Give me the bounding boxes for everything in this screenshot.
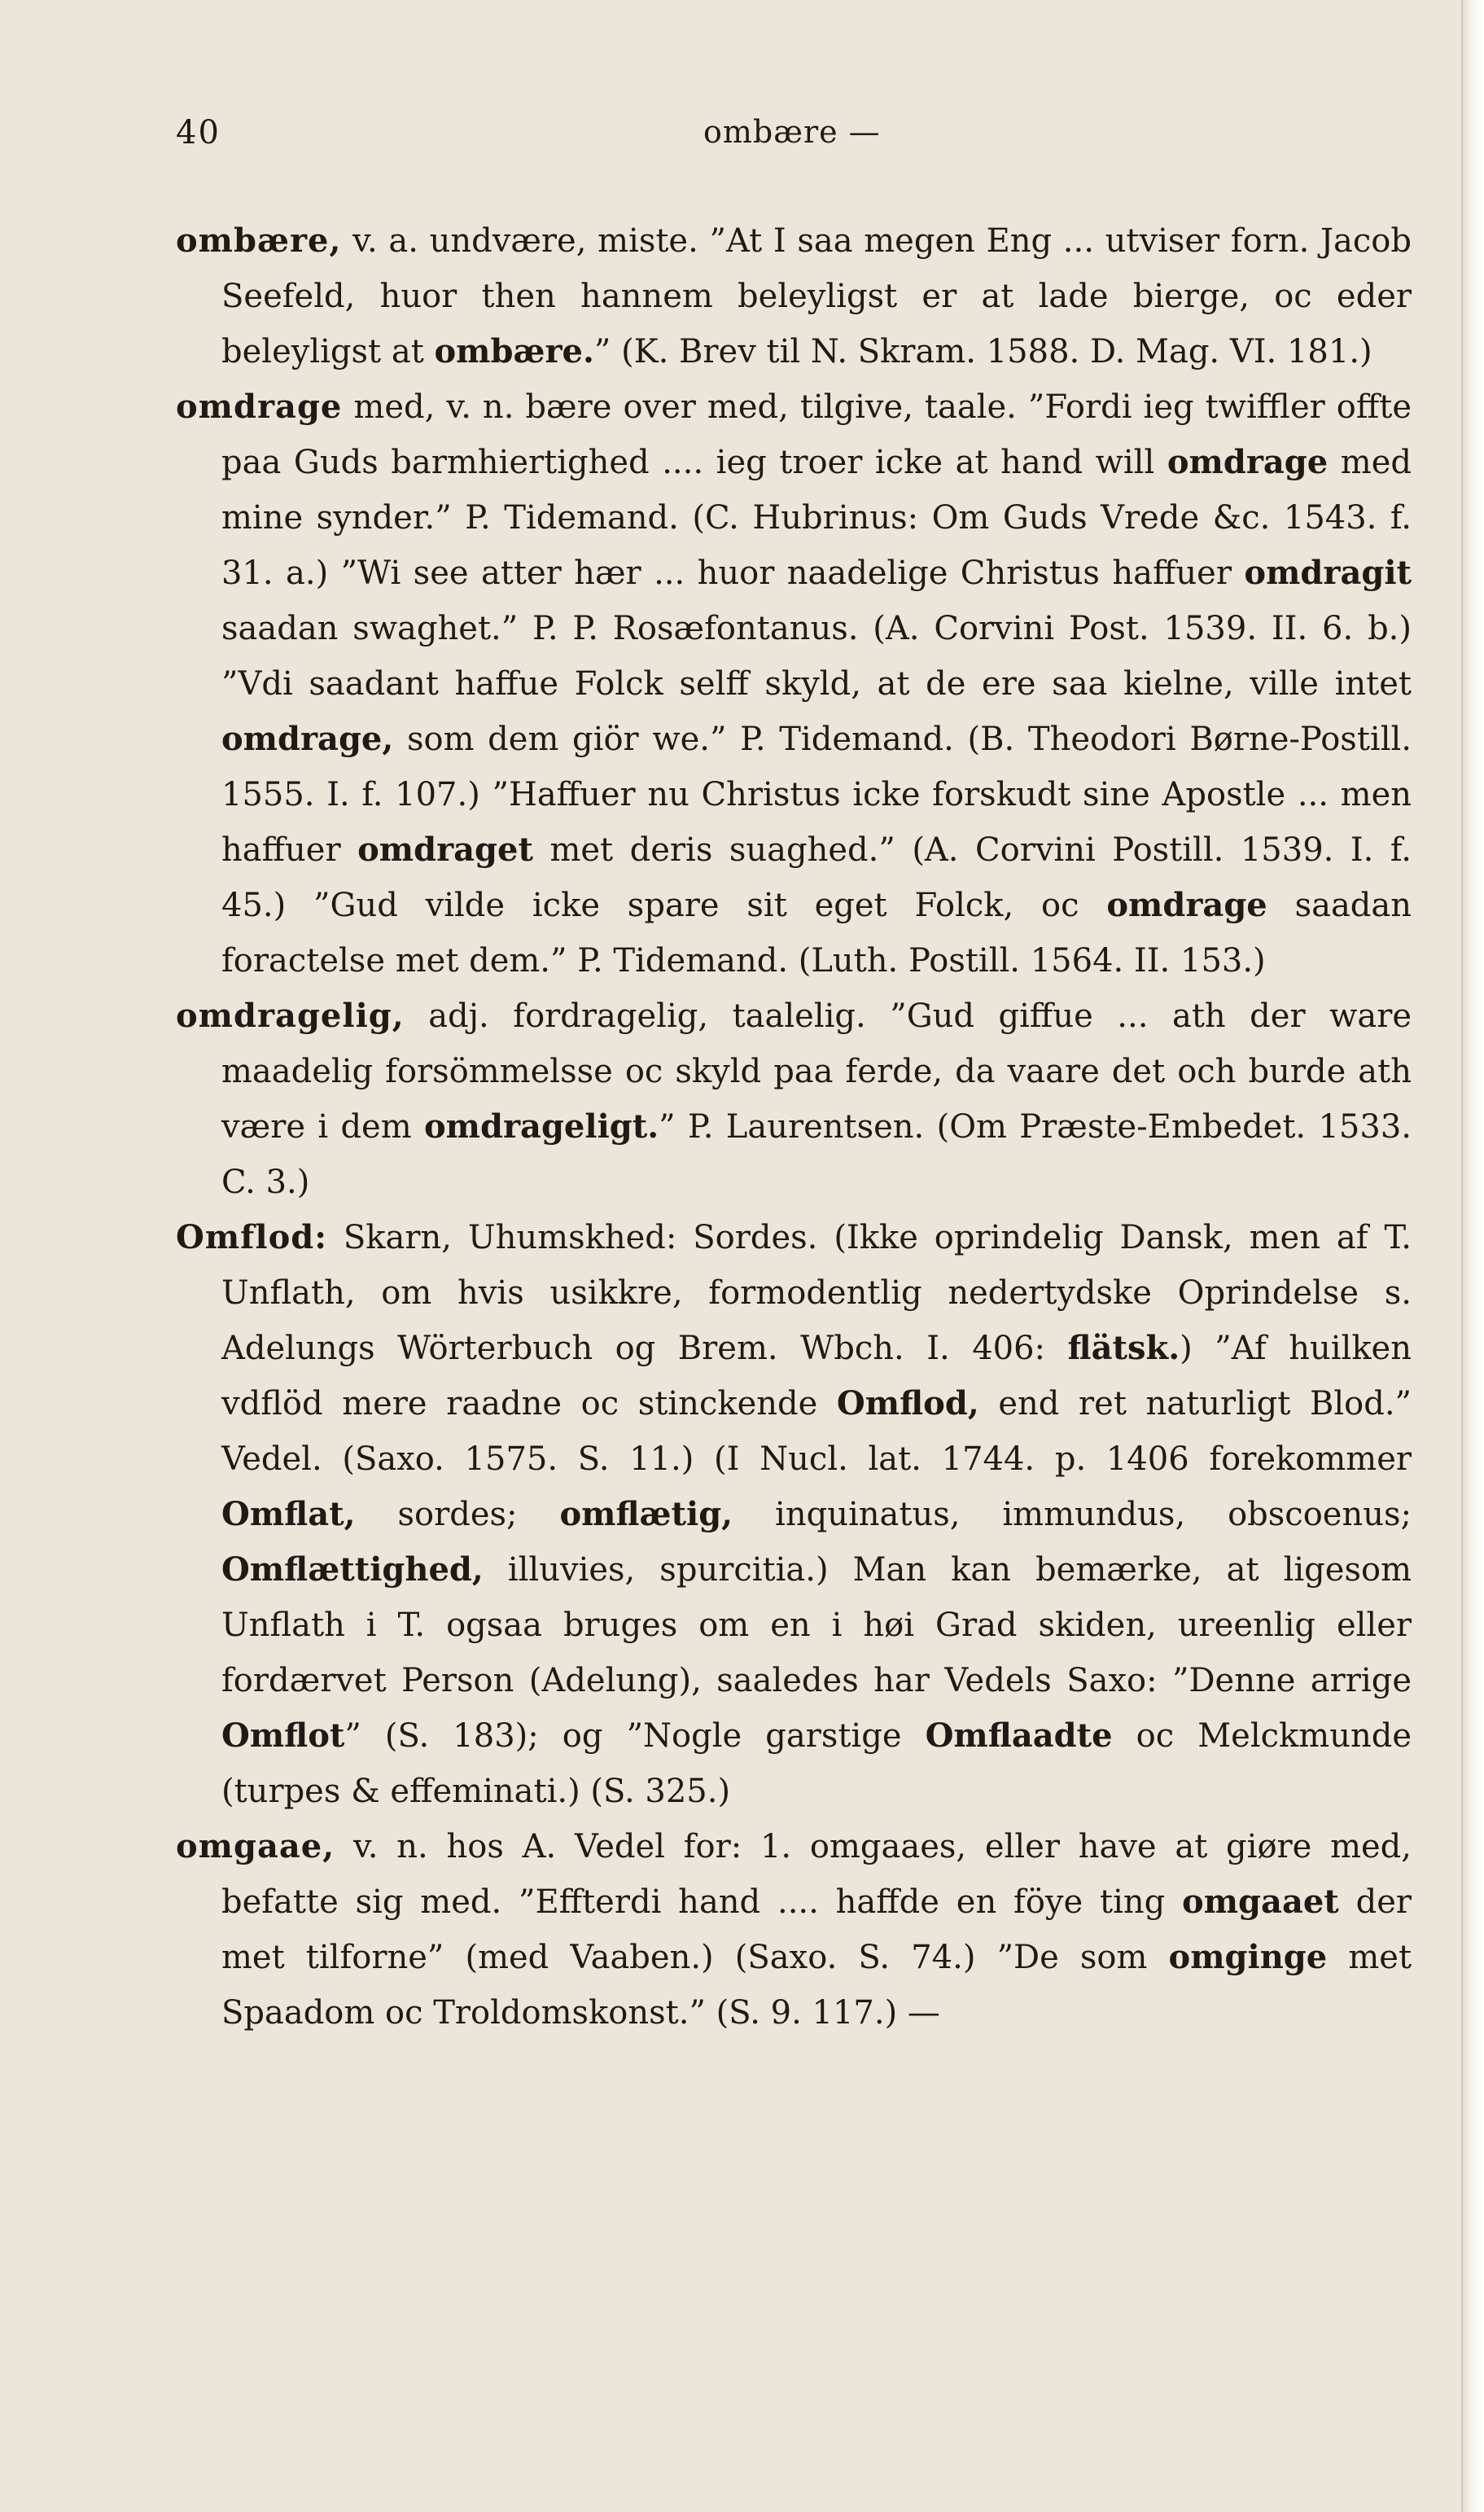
citation-keyword: omdrage <box>1106 886 1267 924</box>
dictionary-entry <box>176 1819 1412 2041</box>
entry-text: med, v. n. bære over med, tilgive, taale. ”Fordi ieg twiffler offte paa Guds barmhiertighed .... ieg troer icke at hand will <box>221 388 1412 481</box>
citation-keyword: flätsk. <box>1067 1329 1180 1367</box>
page-header <box>176 114 1413 163</box>
entry-text: v. a. undvære, miste. ”At I saa megen Eng ... utviser forn. Jacob Seefeld, huor then hannem beleyligst er at lade bierge, oc eder beleyligst at <box>221 222 1412 370</box>
citation-keyword: Omflat, <box>221 1495 356 1533</box>
entry-headword: omdrage <box>176 388 343 426</box>
citation-keyword: omdraget <box>357 831 533 869</box>
citation-keyword: omdrageligt. <box>423 1107 659 1146</box>
citation-keyword: omflætig, <box>559 1495 733 1533</box>
entry-text: met deris suaghed.” (A. Corvini Postill. 1539. I. f. 45.) ”Gud vilde icke spare sit eget Folck, oc <box>221 831 1412 924</box>
citation-keyword: ombære. <box>434 332 594 370</box>
entry-text: med mine synder.” P. Tidemand. (C. Hubrinus: Om Guds Vrede &c. 1543. f. 31. a.) ”Wi see atter hær ... huor naadelige Christus haffuer <box>221 444 1412 592</box>
entry-headword: ombære, <box>176 221 342 260</box>
entry-text: met Spaadom oc Troldomskonst.” (S. 9. 117.) — <box>221 1939 1412 2032</box>
citation-keyword: omgaaet <box>1182 1883 1339 1921</box>
entry-text: v. n. hos A. Vedel for: 1. omgaaes, eller have at giøre med, befatte sig med. ”Effterdi hand .... haffde en föye ting <box>221 1828 1412 1921</box>
entry-text: ” (S. 183); og ”Nogle garstige <box>344 1717 926 1755</box>
entry-text: sordes; <box>355 1496 560 1533</box>
dictionary-entry <box>176 1210 1412 1819</box>
entry-text: der met tilforne” (med Vaaben.) (Saxo. S. 74.) ”De som <box>221 1883 1412 1976</box>
entry-text: oc Melckmunde (turpes & effeminati.) (S. 325.) <box>221 1717 1412 1810</box>
running-head: ombære — <box>703 114 881 150</box>
citation-keyword: Omflot <box>221 1716 345 1755</box>
entry-text: inquinatus, immundus, obscoenus; <box>733 1496 1412 1533</box>
entry-text: end ret naturligt Blod.” Vedel. (Saxo. 1575. S. 11.) (I Nucl. lat. 1744. p. 1406 forekommer <box>221 1385 1412 1478</box>
entry-text: adj. fordragelig, taalelig. ”Gud giffue ... ath der ware maadelig forsömmelsse oc skyld paa ferde, da vaare det och burde ath være i dem <box>221 997 1412 1146</box>
page-number: 40 <box>176 114 221 151</box>
entry-headword: omdragelig, <box>176 997 405 1035</box>
entry-text: ” (K. Brev til N. Skram. 1588. D. Mag. VI. 181.) <box>593 333 1372 370</box>
entry-headword: Omflod: <box>176 1218 327 1256</box>
citation-keyword: omdrage, <box>221 720 394 758</box>
dictionary-entries <box>176 213 1412 2041</box>
entry-headword: omgaae, <box>176 1827 335 1865</box>
dictionary-entry <box>176 213 1412 379</box>
citation-keyword: omdrage <box>1167 443 1329 481</box>
citation-keyword: omdragit <box>1244 554 1412 592</box>
entry-text: som dem giör we.” P. Tidemand. (B. Theodori Børne-Postill. 1555. I. f. 107.) ”Haffuer nu Christus icke forskudt sine Apostle ... men haffuer <box>221 721 1412 869</box>
dictionary-entry <box>176 989 1412 1210</box>
citation-keyword: Omflod, <box>836 1384 979 1423</box>
entry-text: saadan foractelse met dem.” P. Tidemand. (Luth. Postill. 1564. II. 153.) <box>221 887 1412 980</box>
entry-text: ” P. Laurentsen. (Om Præste-Embedet. 1533. C. 3.) <box>221 1108 1412 1201</box>
page-edge <box>1461 0 1484 2512</box>
citation-keyword: omginge <box>1168 1938 1328 1976</box>
entry-text: Skarn, Uhumskhed: Sordes. (Ikke oprindelig Dansk, men af T. Unflath, om hvis usikkre, formodentlig nedertydske Oprindelse s. Adelungs Wörterbuch og Brem. Wbch. I. 406: <box>221 1219 1412 1367</box>
dictionary-entry <box>176 379 1412 989</box>
entry-text: ) ”Af huilken vdflöd mere raadne oc stinckende <box>221 1330 1412 1423</box>
entry-text: illuvies, spurcitia.) Man kan bemærke, at ligesom Unflath i T. ogsaa bruges om en i høi Grad skiden, ureenlig eller fordærvet Person (Adelung), saaledes har Vedels Saxo: ”Denne arrige <box>221 1551 1412 1699</box>
citation-keyword: Omflættighed, <box>221 1550 484 1589</box>
citation-keyword: Omflaadte <box>925 1716 1113 1755</box>
entry-text: saadan swaghet.” P. P. Rosæfontanus. (A. Corvini Post. 1539. II. 6. b.) ”Vdi saadant haffue Folck selff skyld, at de ere saa kielne, ville intet <box>221 610 1412 703</box>
